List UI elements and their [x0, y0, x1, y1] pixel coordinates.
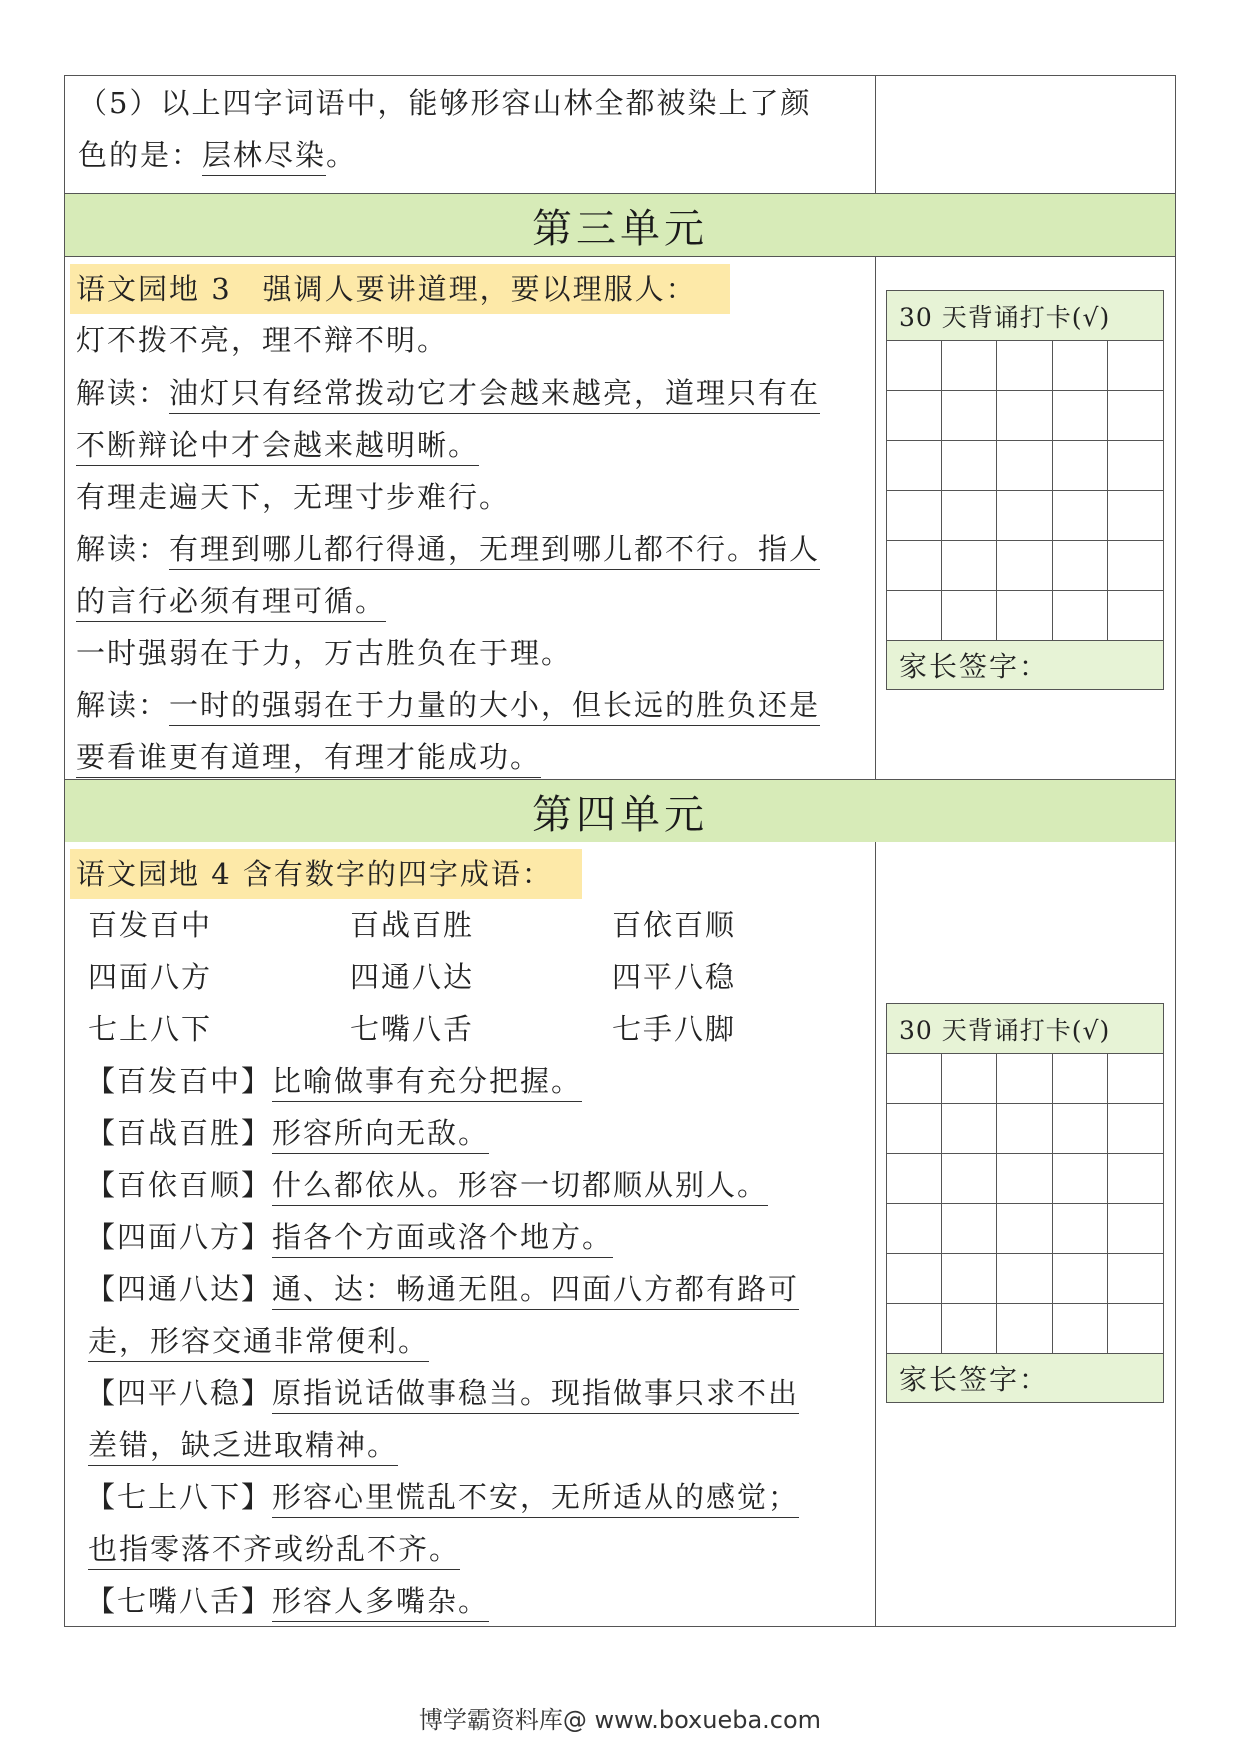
question-5-line1: （5）以上四字词语中，能够形容山林全都被染上了颜 — [78, 86, 812, 120]
checkin-cell[interactable] — [1053, 391, 1108, 441]
unit4-heading: 语文园地 4 含有数字的四字成语： — [76, 857, 553, 891]
checkin-cell[interactable] — [887, 1304, 942, 1354]
definition-continuation — [88, 1324, 429, 1358]
checkin-cell[interactable] — [1053, 1104, 1108, 1154]
unit3-checkin-card — [886, 290, 1164, 690]
idiom: 百发百中 — [88, 908, 213, 942]
checkin-cell[interactable] — [887, 491, 942, 541]
checkin-cell[interactable] — [1108, 1304, 1163, 1354]
unit3-saying-2: 有理走遍天下，无理寸步难行。 — [76, 480, 511, 514]
definition-row — [86, 1168, 768, 1202]
checkin-cell[interactable] — [887, 541, 942, 591]
checkin-cell[interactable] — [887, 341, 942, 391]
definition-row — [86, 1116, 489, 1150]
checkin-cell[interactable] — [887, 1104, 942, 1154]
checkin-cell[interactable] — [942, 1154, 997, 1204]
checkin-cell[interactable] — [942, 391, 997, 441]
question-5-line2 — [78, 138, 357, 172]
checkin-cell[interactable] — [1108, 1104, 1163, 1154]
column-divider — [875, 257, 876, 779]
definition-term: 【百依百顺】 — [86, 1168, 273, 1202]
checkin-card-header: 30 天背诵打卡(√) — [887, 1004, 1163, 1054]
definition-term: 【七上八下】 — [86, 1480, 273, 1514]
checkin-cell[interactable] — [887, 1254, 942, 1304]
checkin-cell[interactable] — [1053, 491, 1108, 541]
checkin-cell[interactable] — [997, 391, 1052, 441]
unit3-explain-2-line1 — [76, 532, 820, 566]
row-divider — [64, 256, 1176, 257]
checkin-cell[interactable] — [887, 1204, 942, 1254]
explain-label: 解读： — [76, 376, 170, 410]
checkin-cell[interactable] — [1053, 1154, 1108, 1204]
footer-watermark: 博学霸资料库@ www.boxueba.com — [418, 1706, 822, 1734]
definition-text: 通、达：畅通无阻。四面八方都有路可 — [272, 1272, 799, 1310]
checkin-cell[interactable] — [942, 341, 997, 391]
unit3-saying-1: 灯不拨不亮，理不辩不明。 — [76, 323, 449, 357]
checkin-cell[interactable] — [997, 441, 1052, 491]
definition-row — [86, 1376, 799, 1410]
checkin-cell[interactable] — [887, 1054, 942, 1104]
checkin-cell[interactable] — [997, 491, 1052, 541]
explain-text: 一时的强弱在于力量的大小，但长远的胜负还是 — [169, 688, 820, 726]
definition-continuation — [88, 1428, 398, 1462]
checkin-cell[interactable] — [997, 341, 1052, 391]
checkin-cell[interactable] — [942, 1104, 997, 1154]
question-5-prefix: 色的是： — [78, 138, 203, 172]
definition-term: 【七嘴八舌】 — [86, 1584, 273, 1618]
unit3-explain-1-line1 — [76, 376, 820, 410]
checkin-cell[interactable] — [1108, 441, 1163, 491]
checkin-cell[interactable] — [1108, 1254, 1163, 1304]
parent-signature-field[interactable]: 家长签字： — [887, 1354, 1163, 1402]
checkin-cell[interactable] — [997, 1204, 1052, 1254]
unit3-explain-1-line2 — [76, 428, 479, 462]
checkin-cell[interactable] — [942, 1304, 997, 1354]
definition-text: 形容人多嘴杂。 — [272, 1584, 489, 1622]
definition-text: 差错，缺乏进取精神。 — [88, 1428, 398, 1466]
definition-text: 形容心里慌乱不安，无所适从的感觉； — [272, 1480, 799, 1518]
checkin-grid — [887, 341, 1163, 641]
checkin-card-header: 30 天背诵打卡(√) — [887, 291, 1163, 341]
definition-text: 原指说话做事稳当。现指做事只求不出 — [272, 1376, 799, 1414]
definition-row — [86, 1220, 613, 1254]
checkin-cell[interactable] — [1108, 491, 1163, 541]
checkin-cell[interactable] — [997, 1254, 1052, 1304]
unit4-title: 第四单元 — [532, 791, 708, 838]
unit3-title: 第三单元 — [532, 205, 708, 252]
idiom: 百依百顺 — [612, 908, 737, 942]
definition-text: 什么都依从。形容一切都顺从别人。 — [272, 1168, 768, 1206]
definition-text: 也指零落不齐或纷乱不齐。 — [88, 1532, 460, 1570]
definition-text: 走，形容交通非常便利。 — [88, 1324, 429, 1362]
definition-term: 【四通八达】 — [86, 1272, 273, 1306]
checkin-cell[interactable] — [942, 491, 997, 541]
checkin-cell[interactable] — [1108, 541, 1163, 591]
checkin-cell[interactable] — [1053, 1254, 1108, 1304]
question-5-suffix: 。 — [326, 138, 358, 172]
explain-text: 的言行必须有理可循。 — [76, 584, 386, 622]
checkin-cell[interactable] — [1108, 591, 1163, 641]
definition-term: 【四面八方】 — [86, 1220, 273, 1254]
checkin-cell[interactable] — [1108, 391, 1163, 441]
definition-row — [86, 1272, 799, 1306]
checkin-cell[interactable] — [1053, 341, 1108, 391]
definition-text: 指各个方面或洛个地方。 — [272, 1220, 613, 1258]
checkin-cell[interactable] — [1053, 1304, 1108, 1354]
checkin-cell[interactable] — [887, 391, 942, 441]
unit3-explain-3-line2 — [76, 740, 541, 774]
checkin-grid — [887, 1054, 1163, 1354]
checkin-cell[interactable] — [887, 591, 942, 641]
checkin-cell[interactable] — [942, 541, 997, 591]
definition-text: 比喻做事有充分把握。 — [272, 1064, 582, 1102]
checkin-cell[interactable] — [997, 1154, 1052, 1204]
definition-row — [86, 1480, 799, 1514]
checkin-cell[interactable] — [997, 541, 1052, 591]
unit3-explain-2-line2 — [76, 584, 386, 618]
checkin-cell[interactable] — [942, 591, 997, 641]
checkin-cell[interactable] — [942, 441, 997, 491]
idiom: 七上八下 — [88, 1012, 213, 1046]
explain-label: 解读： — [76, 688, 170, 722]
definition-term: 【百战百胜】 — [86, 1116, 273, 1150]
unit4-checkin-card — [886, 1003, 1164, 1403]
idiom: 四平八稳 — [612, 960, 737, 994]
column-divider — [875, 75, 876, 193]
column-divider — [875, 842, 876, 1627]
unit4-title-band — [65, 780, 1175, 842]
unit3-heading: 语文园地 3 强调人要讲道理，要以理服人： — [76, 272, 697, 306]
idiom: 四通八达 — [350, 960, 475, 994]
unit3-explain-3-line1 — [76, 688, 820, 722]
checkin-cell[interactable] — [1053, 591, 1108, 641]
definition-term: 【百发百中】 — [86, 1064, 273, 1098]
checkin-cell[interactable] — [1108, 341, 1163, 391]
checkin-cell[interactable] — [1108, 1204, 1163, 1254]
definition-term: 【四平八稳】 — [86, 1376, 273, 1410]
unit3-saying-3: 一时强弱在于力，万古胜负在于理。 — [76, 636, 573, 670]
explain-text: 要看谁更有道理，有理才能成功。 — [76, 740, 541, 778]
checkin-cell[interactable] — [997, 1304, 1052, 1354]
explain-label: 解读： — [76, 532, 170, 566]
checkin-cell[interactable] — [887, 441, 942, 491]
idiom: 七手八脚 — [612, 1012, 737, 1046]
idiom: 七嘴八舌 — [350, 1012, 475, 1046]
explain-text: 有理到哪儿都行得通，无理到哪儿都不行。指人 — [169, 532, 820, 570]
definition-row — [86, 1064, 582, 1098]
unit3-title-band — [65, 194, 1175, 256]
checkin-cell[interactable] — [1053, 1204, 1108, 1254]
checkin-cell[interactable] — [942, 1204, 997, 1254]
definition-row — [86, 1584, 489, 1618]
checkin-cell[interactable] — [997, 1104, 1052, 1154]
definition-text: 形容所向无敌。 — [272, 1116, 489, 1154]
parent-signature-field[interactable]: 家长签字： — [887, 641, 1163, 689]
checkin-cell[interactable] — [997, 591, 1052, 641]
explain-text: 不断辩论中才会越来越明晰。 — [76, 428, 479, 466]
idiom: 四面八方 — [88, 960, 213, 994]
explain-text: 油灯只有经常拨动它才会越来越亮，道理只有在 — [169, 376, 820, 414]
checkin-cell[interactable] — [942, 1254, 997, 1304]
checkin-cell[interactable] — [997, 1054, 1052, 1104]
idiom: 百战百胜 — [350, 908, 475, 942]
checkin-cell[interactable] — [1053, 441, 1108, 491]
question-5-answer: 层林尽染 — [202, 138, 326, 176]
checkin-cell[interactable] — [942, 1054, 997, 1104]
checkin-cell[interactable] — [1108, 1154, 1163, 1204]
checkin-cell[interactable] — [887, 1154, 942, 1204]
definition-continuation — [88, 1532, 460, 1566]
checkin-cell[interactable] — [1053, 541, 1108, 591]
checkin-cell[interactable] — [1108, 1054, 1163, 1104]
checkin-cell[interactable] — [1053, 1054, 1108, 1104]
